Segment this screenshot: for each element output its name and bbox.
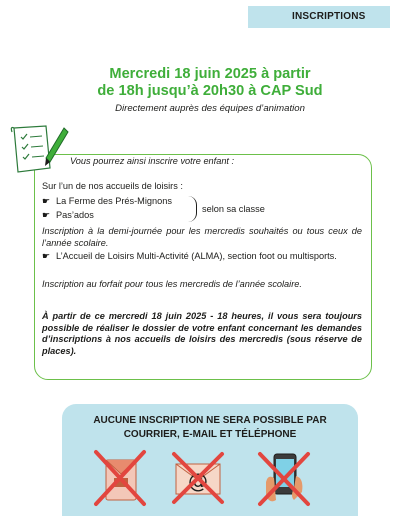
bullet-label: La Ferme des Prés-Mignons [56,196,172,206]
highlight-note: À partir de ce mercredi 18 juin 2025 - 18 heures, il vous sera toujours possible de réaliser le dossier de votre enfant concernant les demandes d’inscriptions à nos accueils de loisirs des mercredis (sous réserve de places). [42,311,362,357]
subtitle: Directement auprès des équipes d’animation [115,103,305,114]
notice-line-1: AUCUNE INSCRIPTION NE SERA POSSIBLE PAR [93,415,327,426]
no-mail-icon [92,448,148,508]
notice-line-2: COURRIER, E-MAIL ET TÉLÉPHONE [123,429,297,440]
pointing-hand-icon: ☛ [42,210,51,220]
pointing-hand-icon: ☛ [42,251,51,261]
bullet-label: Pas’ados [56,210,94,220]
notice-text [62,414,358,442]
header-tab-label: INSCRIPTIONS [292,11,366,22]
page-title [40,66,380,100]
bullets-note: selon sa classe [202,204,265,214]
section1-detail: Inscription à la demi-journée pour les mercredis souhaités ou tous ceux de l’année scolaire. [42,226,362,248]
section2-detail: Inscription au forfait pour tous les mercredis de l’année scolaire. [42,279,302,289]
pointing-hand-icon: ☛ [42,196,51,206]
no-phone-icon [256,448,312,508]
info-intro: Vous pourrez ainsi inscrire votre enfant : [70,156,235,166]
checklist-pen-icon [6,122,70,178]
svg-text:@: @ [188,469,208,493]
no-email-icon [170,448,226,508]
title-line-1: Mercredi 18 juin 2025 à partir [109,66,311,82]
title-line-2: de 18h jusqu’à 20h30 à CAP Sud [97,83,323,99]
section2-label: L’Accueil de Loisirs Multi-Activité (ALMA), section foot ou multisports. [56,251,337,261]
section1-heading: Sur l’un de nos accueils de loisirs : [42,181,183,191]
header-tab [248,6,390,28]
section2-text [42,251,362,263]
